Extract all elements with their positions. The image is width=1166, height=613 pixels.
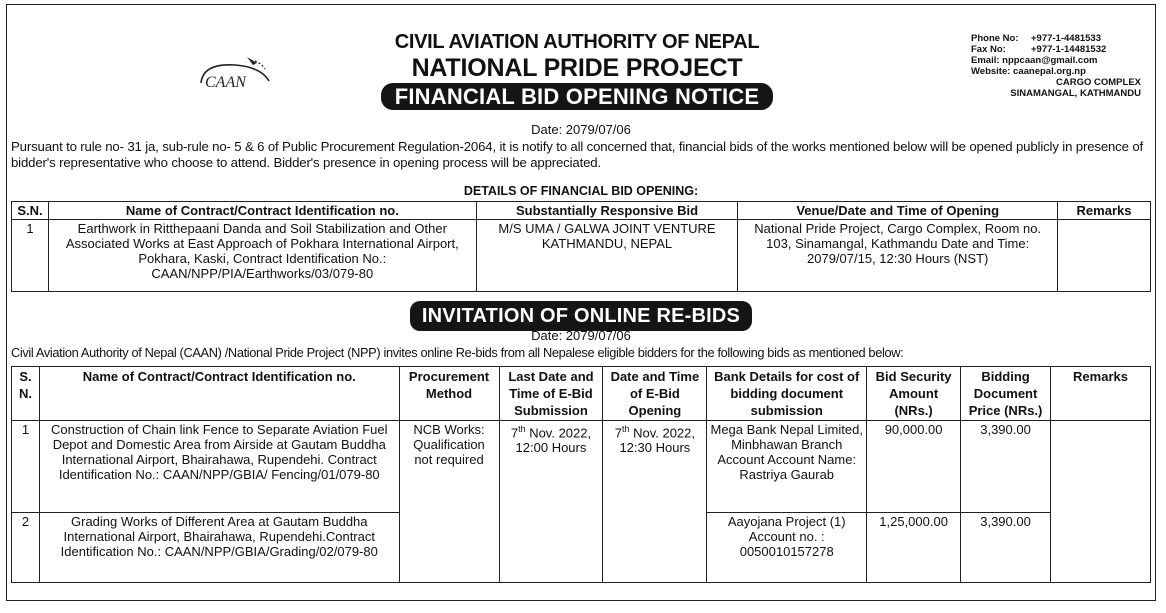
email: Email: nppcaan@gmail.com xyxy=(971,55,1098,66)
rebids-table xyxy=(11,366,1151,583)
financial-bid-table xyxy=(11,201,1151,292)
project-name: NATIONAL PRIDE PROJECT xyxy=(411,54,743,82)
financial-date: Date: 2079/07/06 xyxy=(531,122,631,137)
rebids-title: INVITATION OF ONLINE RE-BIDS xyxy=(410,301,752,331)
phone-number: +977-1-4481533 xyxy=(1031,33,1101,44)
col-document-price: Bidding Document Price (NRs.) xyxy=(961,367,1051,421)
row-contract-name: Earthwork in Ritthepaani Danda and Soil Stabilization and Other Associated Works at East Approach of Pokhara International Airport, Pokhara, Kaski, Contract Identification No.: CAAN/NPP/PIA/Earthworks/03/079-80 xyxy=(48,220,476,292)
col-responsive-bid: Substantially Responsive Bid xyxy=(476,202,738,220)
notice-title: FINANCIAL BID OPENING NOTICE xyxy=(381,83,774,110)
row-remarks xyxy=(1058,220,1151,292)
opening-rest: Nov. 2022, 12:30 Hours xyxy=(619,425,696,456)
logo-text: CAAN xyxy=(205,74,246,91)
row-contract-name: Grading Works of Different Area at Gautam Buddha International Airport, Bhairahawa, Rupendehi.Contract Identification No.: CAAN/NPP/GBIA/Grading/02/079-80 xyxy=(39,513,399,583)
rebids-date: Date: 2079/07/06 xyxy=(531,328,631,343)
row-venue: National Pride Project, Cargo Complex, Room no. 103, Sinamangal, Kathmandu Date and Time: 2079/07/15, 12:30 Hours (NST) xyxy=(738,220,1058,292)
website: Website: caanepal.org.np xyxy=(971,66,1086,77)
caan-logo-graphic xyxy=(195,53,275,97)
org-name: CIVIL AVIATION AUTHORITY OF NEPAL xyxy=(394,31,760,53)
row-sn: 2 xyxy=(12,513,40,583)
col-sn: S.N. xyxy=(12,202,49,220)
address-line-2: SINAMANGAL, KATHMANDU xyxy=(1010,88,1141,99)
bank-details-part-2: Aayojana Project (1) Account no. : 0050010157278 xyxy=(707,513,867,583)
row-responsive-bid: M/S UMA / GALWA JOINT VENTURE KATHMANDU, NEPAL xyxy=(476,220,738,292)
caan-logo xyxy=(195,53,275,97)
rebids-banner-wrap xyxy=(7,301,1155,331)
opening-date xyxy=(603,421,707,583)
details-heading: DETAILS OF FINANCIAL BID OPENING: xyxy=(463,184,699,198)
rebids-intro: Civil Aviation Authority of Nepal (CAAN) /National Pride Project (NPP) invites online Re-bids from all Nepalese eligible bidders for the following bids as mentioned below: xyxy=(11,345,904,360)
row-bid-security: 90,000.00 xyxy=(867,421,961,513)
row-sn: 1 xyxy=(12,220,49,292)
last-date-rest: Nov. 2022, 12:00 Hours xyxy=(515,425,592,456)
col-opening-date: Date and Time of E-Bid Opening xyxy=(603,367,707,421)
table-row xyxy=(12,220,1151,292)
col-remarks: Remarks xyxy=(1058,202,1151,220)
financial-paragraph: Pursuant to rule no- 31 ja, sub-rule no- 5 & 6 of Public Procurement Regulation-2064, it is notify to all concerned that, financial bids of the works mentioned below will be opened publicly in presence of bidder's representative who choose to attend. Bidder's presence in opening process will be appreciated. xyxy=(11,139,1144,170)
col-sn: S. N. xyxy=(12,367,40,421)
last-date-day: 7 xyxy=(510,425,519,441)
col-venue: Venue/Date and Time of Opening xyxy=(738,202,1058,220)
row-document-price: 3,390.00 xyxy=(961,421,1051,513)
bank-details-part-1: Mega Bank Nepal Limited, Minbhawan Branch Account Account Name: Rastriya Gaurab xyxy=(707,421,867,513)
col-contract-name: Name of Contract/Contract Identification no. xyxy=(39,367,399,421)
phone-label: Phone No: xyxy=(971,33,1019,44)
last-date-sup: th xyxy=(518,424,526,434)
last-date-submission xyxy=(499,421,603,583)
table-header-row xyxy=(12,202,1151,220)
col-remarks: Remarks xyxy=(1051,367,1151,421)
fax-label: Fax No: xyxy=(971,44,1006,55)
rebids-header-row xyxy=(12,367,1151,421)
opening-sup: th xyxy=(621,424,630,434)
row-bid-security: 1,25,000.00 xyxy=(867,513,961,583)
notice-page xyxy=(6,4,1156,601)
col-last-date: Last Date and Time of E-Bid Submission xyxy=(499,367,603,421)
row-sn: 1 xyxy=(12,421,40,513)
fax-number: +977-1-14481532 xyxy=(1031,44,1107,55)
procurement-method: NCB Works: Qualification not required xyxy=(399,421,499,583)
row-contract-name: Construction of Chain link Fence to Separate Aviation Fuel Depot and Domestic Area from Airside at Gautam Buddha International Airport, Bhairahawa, Rupendehi. Contract Identification No.: CAAN/NPP/GBIA/ Fencing/01/079-80 xyxy=(39,421,399,513)
row-remarks xyxy=(1051,421,1151,583)
row-document-price: 3,390.00 xyxy=(961,513,1051,583)
header xyxy=(307,31,847,110)
table-row xyxy=(12,421,1151,513)
opening-day: 7 xyxy=(614,425,622,441)
col-bank-details: Bank Details for cost of bidding document submission xyxy=(707,367,867,421)
address-line-1: CARGO COMPLEX xyxy=(1056,77,1141,88)
contact-block xyxy=(971,33,1141,99)
col-contract-name: Name of Contract/Contract Identification no. xyxy=(48,202,476,220)
col-procurement-method: Procurement Method xyxy=(399,367,499,421)
col-bid-security: Bid Security Amount (NRs.) xyxy=(867,367,961,421)
